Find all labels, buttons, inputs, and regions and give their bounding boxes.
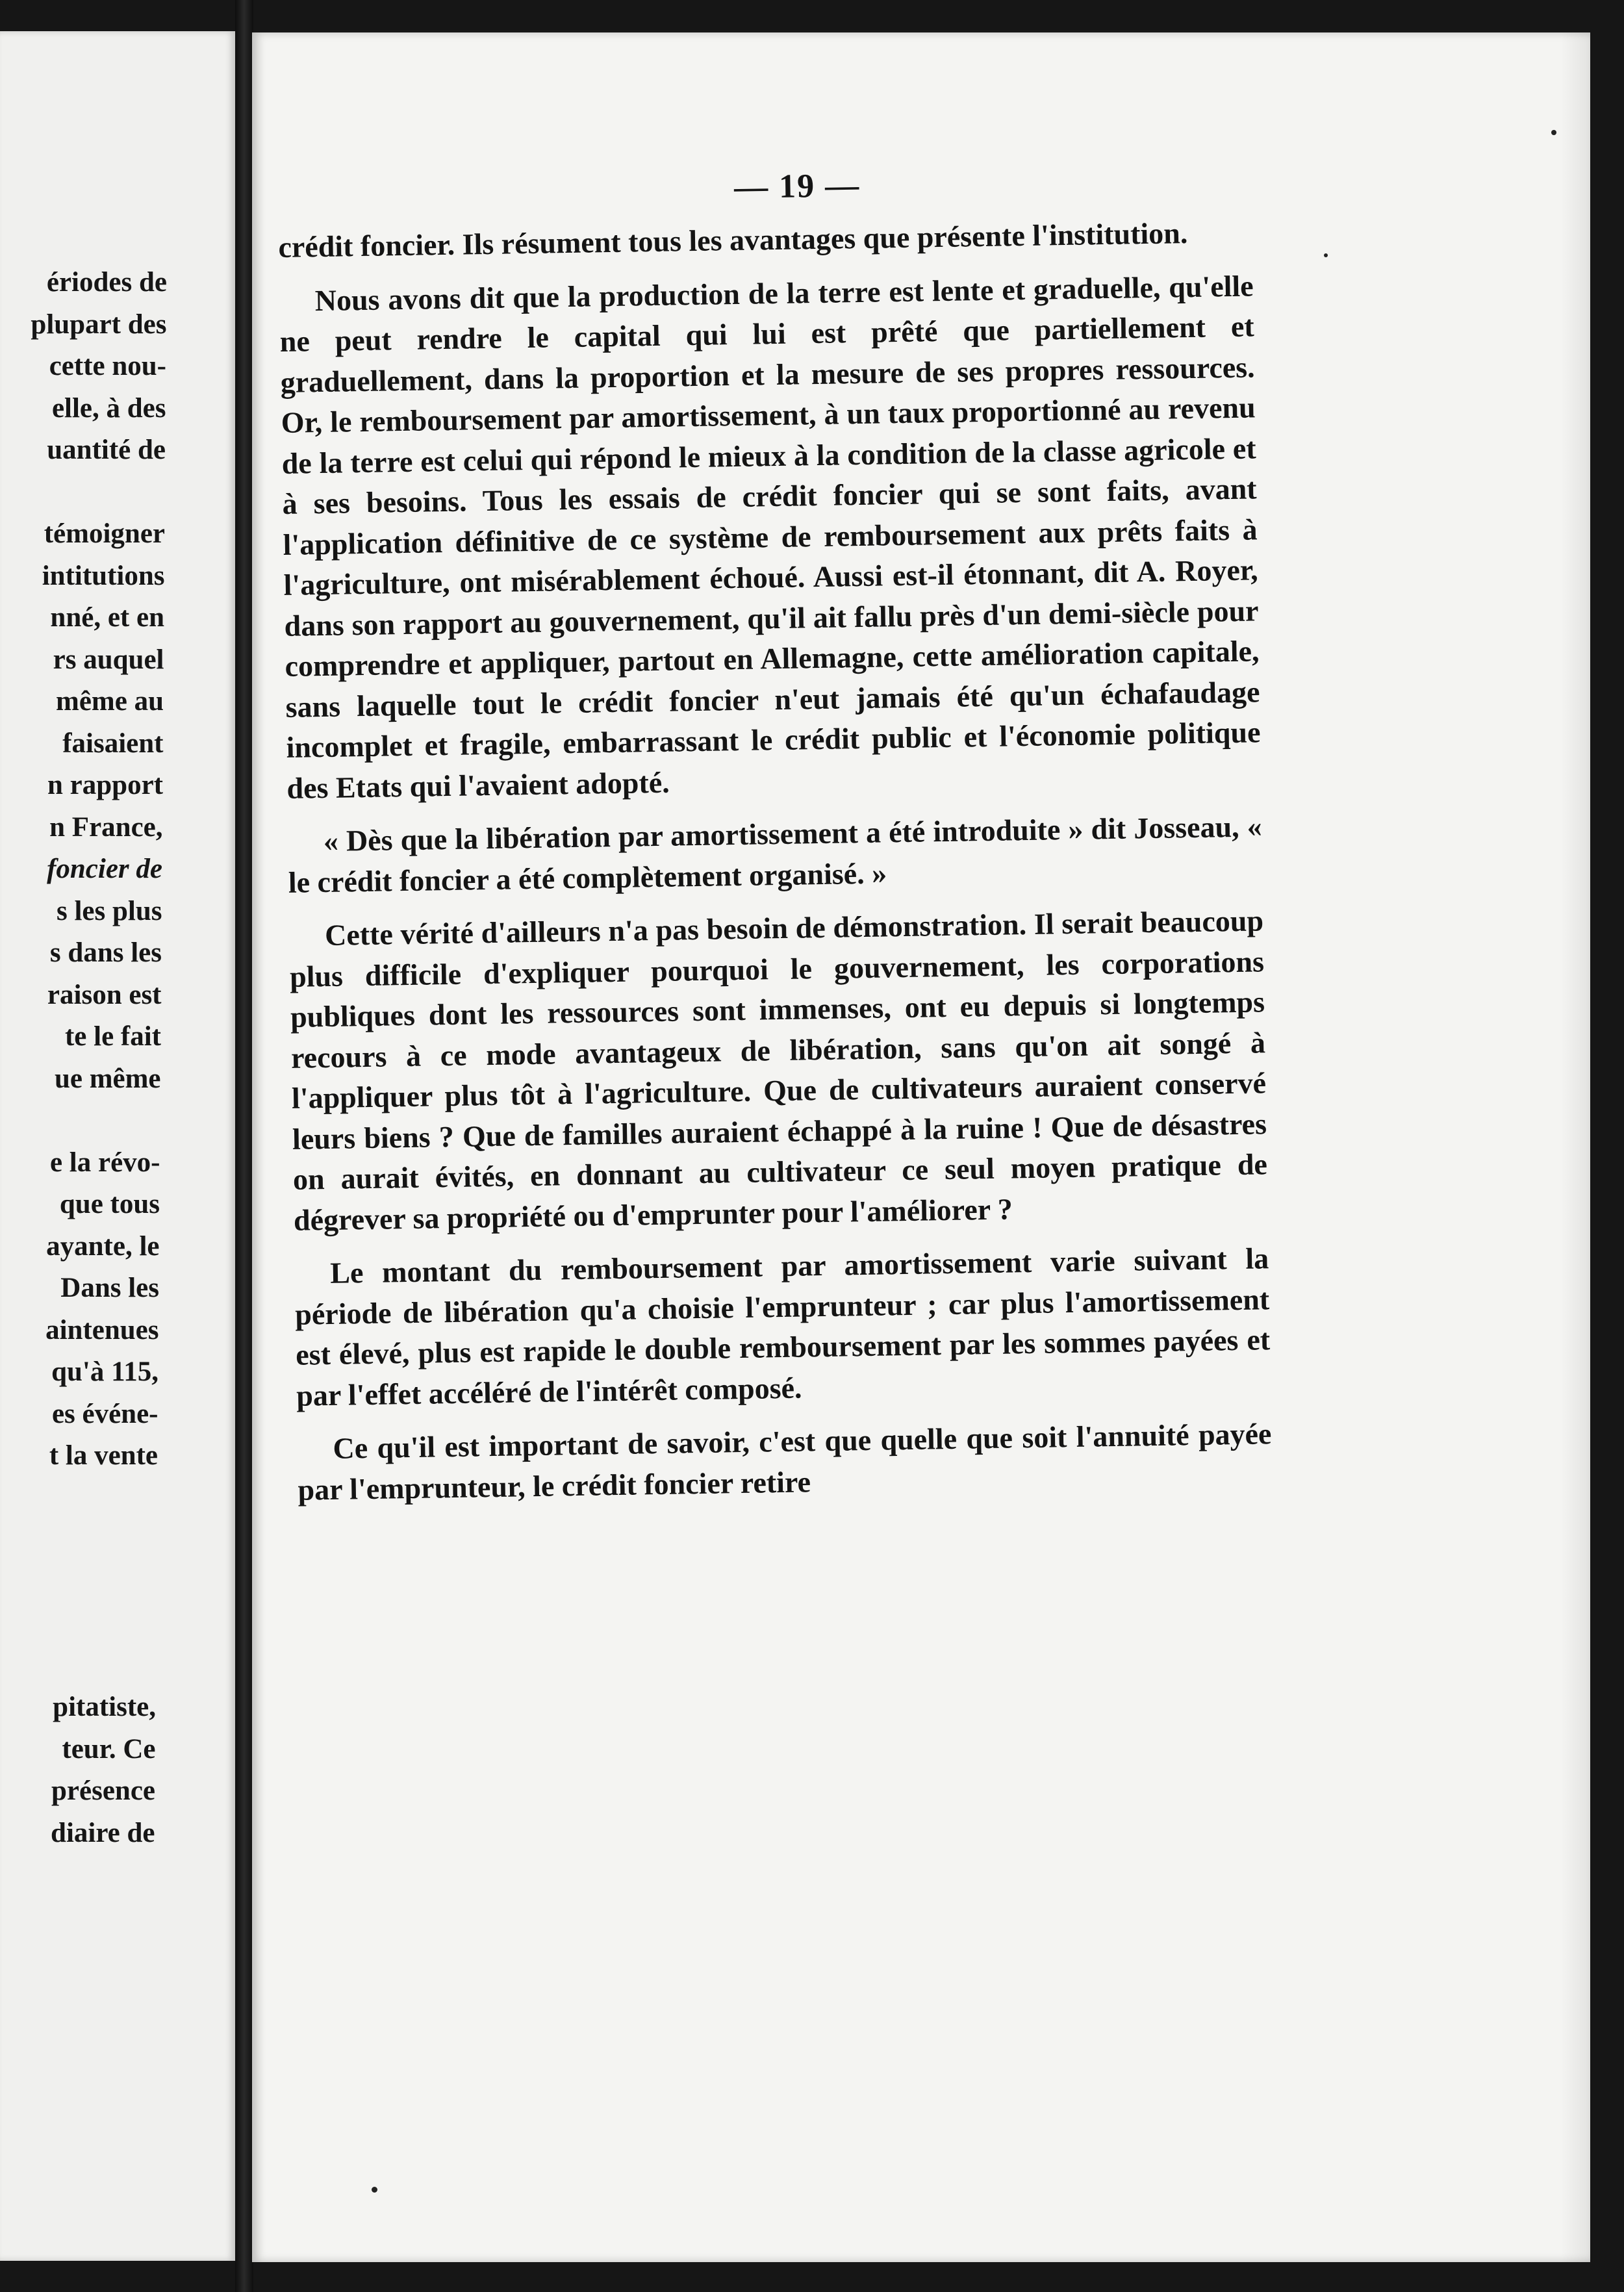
left-page-line: nné, et en [50, 602, 164, 633]
left-page-line: s les plus [56, 895, 162, 926]
right-page [252, 32, 1590, 2262]
page-edge-shadow [1560, 32, 1590, 2262]
left-page-line: raison est [47, 979, 162, 1010]
left-page-line: uantité de [47, 435, 166, 465]
left-page-line: es événe- [51, 1398, 159, 1429]
book-gutter [235, 0, 253, 2292]
left-page-line: aintenues [45, 1314, 159, 1345]
left-page-fragment [0, 31, 235, 2261]
left-page-line: faisaient [62, 728, 164, 759]
left-page-line: rs auquel [53, 644, 164, 675]
paragraph-1: crédit foncier. Ils résument tous les avantages que présente l'institution. [278, 216, 1188, 264]
left-page-line: ayante, le [46, 1230, 160, 1262]
left-page-line: n France, [49, 811, 163, 843]
paragraph-5: Le montant du remboursement par amortissement varie suivant la période de libération qu'a choisie l'emprunteur ; car plus l'amortissement est élevé, plus est rapide le double remboursement par les sommes payées et par l'effet accéléré de l'intérêt composé. [294, 1242, 1271, 1412]
left-page-line: n rapport [47, 770, 163, 800]
left-page-line: que tous [59, 1189, 160, 1219]
paragraph-6: Ce qu'il est important de savoir, c'est que quelle que soit l'annuité payée par l'emprunteur, le crédit foncier retire [298, 1417, 1272, 1507]
left-page-line: présence [51, 1776, 155, 1806]
page-number: — 19 — [733, 166, 861, 206]
left-page-line: témoigner [44, 518, 165, 549]
paragraph-2: Nous avons dit que la production de la terre est lente et graduelle, qu'elle ne peut rendre le capital qui lui est prêté que partiellement et graduellement, dans la proportion et la mesure de ses propres ressources. Or, le remboursement par amortissement, à un taux proportionné au revenu de la terre est celui qui répond le mieux à la condition de la classe agricole et à ses besoins. Tous les essais de crédit foncier qui se sont faits, avant l'application définitive de ce système de remboursement aux prêts faits à l'agriculture, ont misérablement échoué. Aussi est-il étonnant, dit A. Royer, dans son rapport au gouvernement, qu'il ait fallu près d'un demi-siècle pour comprendre et appliquer, partout en Allemagne, cette amélioration capitale, sans laquelle tout le crédit foncier n'eut jamais été qu'un échafaudage incomplet et fragile, embarrassant le crédit public et l'économie politique des Etats qui l'avaient adopté. [279, 268, 1261, 805]
left-page-line: intitutions [42, 560, 165, 591]
paragraph-3-quote: « Dès que la libération par amortissement a été introduite » dit Josseau, « le crédit foncier a été complètement organisé. » [288, 809, 1263, 899]
left-page-line: plupart des [31, 309, 167, 340]
left-page-line: s dans les [49, 937, 162, 968]
left-page-line: Dans les [60, 1273, 159, 1303]
left-page-line: ériodes de [46, 267, 167, 298]
left-page-line: e la révo- [49, 1147, 160, 1178]
left-page-line: elle, à des [51, 392, 166, 424]
paragraph-4: Cette vérité d'ailleurs n'a pas besoin de démonstration. Il serait beaucoup plus difficile d'expliquer pourquoi le gouvernement, les corporations publiques dont les ressources sont immenses, ont eu depuis si longtemps recours à ce mode avantageux de libération, sans qu'on ait songé à l'appliquer plus tôt à l'agriculture. Que de cultivateurs auraient conservé leurs biens ? Que de familles auraient échappé à la ruine ! Que de désastres on aurait évités, en donnant au cultivateur ce seul moyen pratique de dégrever sa propriété ou d'emprunter pour l'améliorer ? [289, 904, 1268, 1237]
left-page-line: teur. Ce [62, 1733, 156, 1764]
left-page-line: pitatiste, [53, 1692, 156, 1722]
ink-speck [372, 2187, 377, 2193]
left-page-line: t la vente [49, 1440, 158, 1471]
left-page-line: foncier de [47, 854, 162, 884]
left-page-line: te le fait [64, 1021, 161, 1052]
left-page-line: qu'à 115, [51, 1356, 159, 1387]
ink-speck [1324, 253, 1328, 257]
left-page-line: cette nou- [49, 351, 166, 381]
left-page-line: ue même [54, 1063, 161, 1094]
ink-speck [1551, 130, 1556, 135]
left-page-line: même au [56, 686, 164, 717]
left-page-line: diaire de [51, 1817, 155, 1848]
page-text-block [278, 166, 1273, 1523]
